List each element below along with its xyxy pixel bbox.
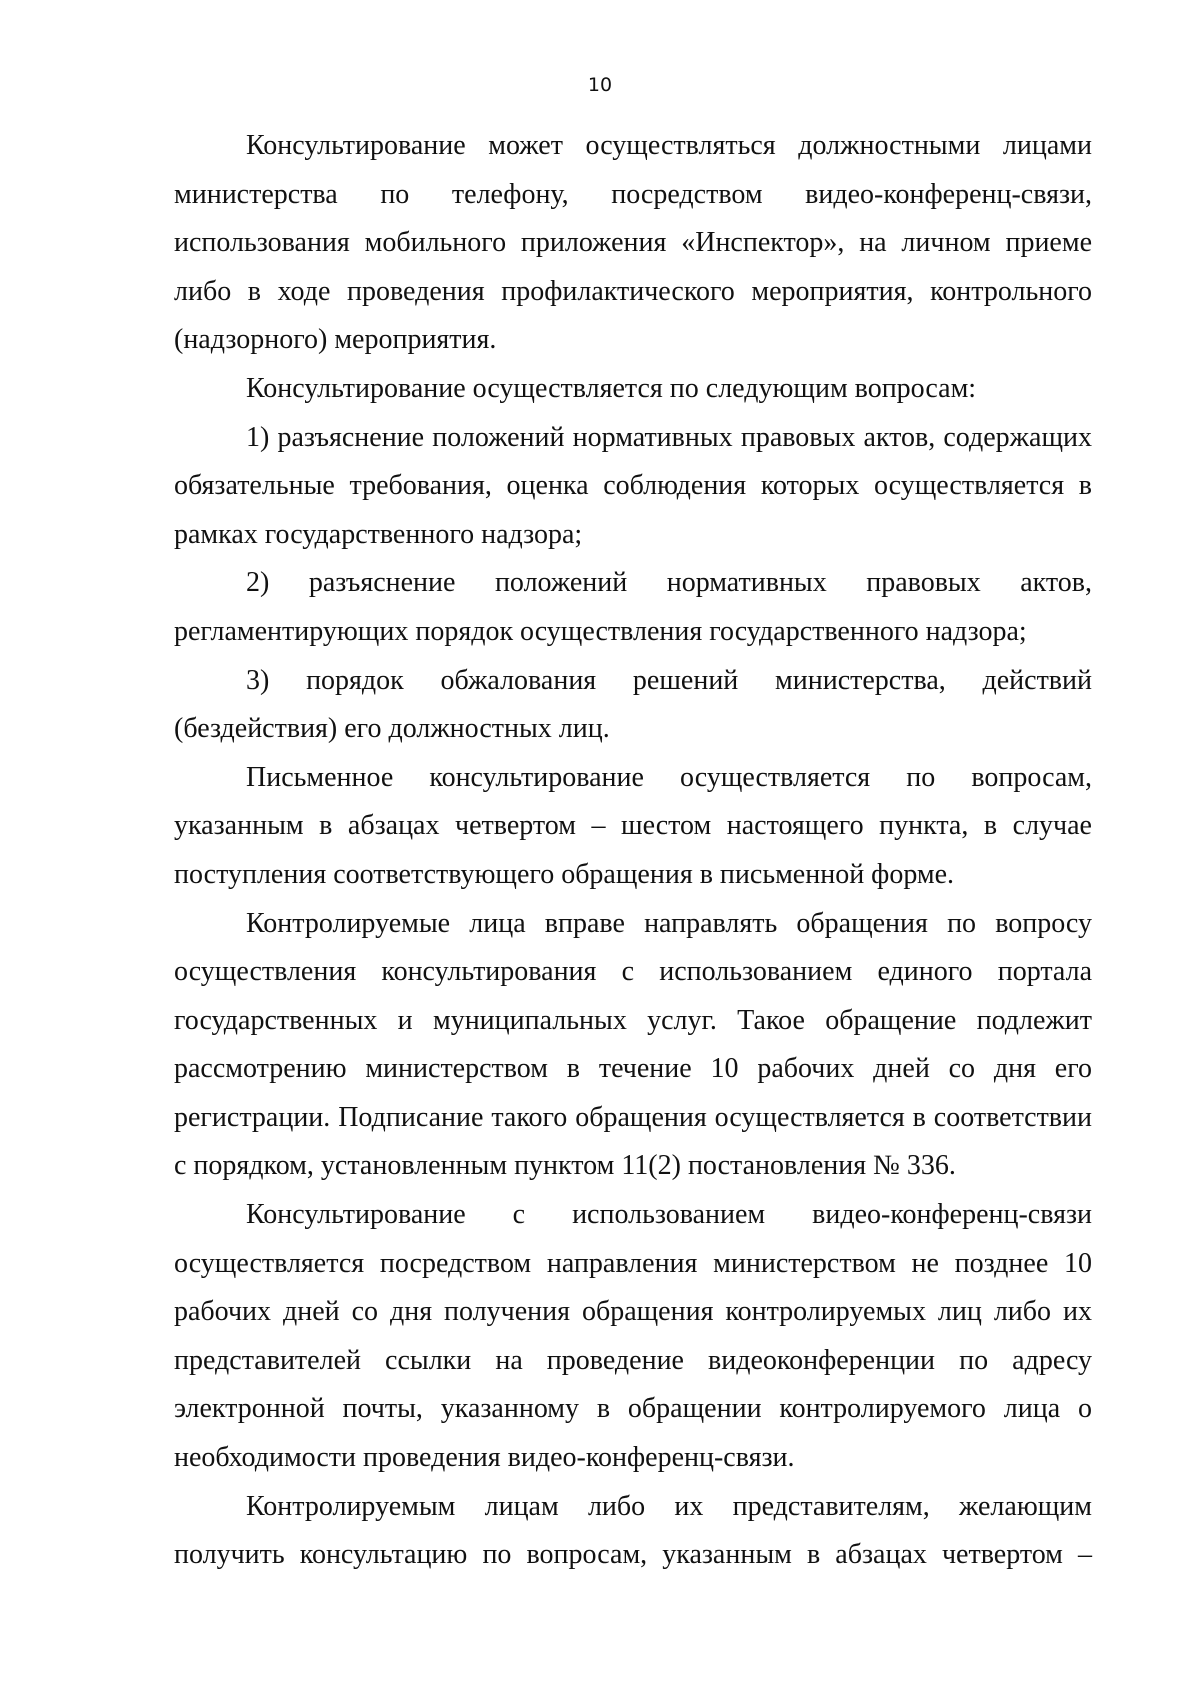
paragraph-written-consulting: Письменное консультирование осуществляется по вопросам, указанным в абзацах четвертом – шестом настоящего пункта, в случае поступления соответствующего обращения в письменной форме. [174,761,1092,890]
paragraph-topic-1: 1) разъяснение положений нормативных правовых актов, содержащих обязательные требования, оценка соблюдения которых осуществляется в рамках государственного надзора; [174,421,1092,550]
paragraph-consulting-methods: Консультирование может осуществляться должностными лицами министерства по телефону, посредством видео-конференц-связи, использования мобильного приложения «Инспектор», на личном приеме либо в ходе проведения профилактического мероприятия, контрольного (надзорного) мероприятия. [174,130,1092,356]
paragraph-topic-3: 3) порядок обжалования решений министерства, действий (бездействия) его должностных лиц. [174,664,1092,745]
paragraph-consulting-topics-intro: Консультирование осуществляется по следующим вопросам: [246,372,977,404]
paragraph-continuation: Контролируемым лицам либо их представителям, желающим получить консультацию по вопросам, указанным в абзацах четвертом – [174,1490,1092,1571]
paragraph-video-conference: Консультирование с использованием видео-конференц-связи осуществляется посредством направления министерством не позднее 10 рабочих дней со дня получения обращения контролируемых лиц либо их представителей ссылки на проведение видеоконференции по адресу электронной почты, указанному в обращении контролируемого лица о необходимости проведения видео-конференц-связи. [174,1199,1092,1474]
paragraph-topic-2: 2) разъяснение положений нормативных правовых актов, регламентирующих порядок осуществления государственного надзора; [174,567,1092,647]
paragraph-portal-requests: Контролируемые лица вправе направлять обращения по вопросу осуществления консультирования с использованием единого портала государственных и муниципальных услуг. Такое обращение подлежит рассмотрению министерством в течение 10 рабочих дней со дня его регистрации. Подписание такого обращения осуществляется в соответствии с порядком, установленным пунктом 11(2) постановления № 336. [174,907,1092,1182]
document-body [174,122,1092,1580]
page-number: 10 [587,74,613,96]
